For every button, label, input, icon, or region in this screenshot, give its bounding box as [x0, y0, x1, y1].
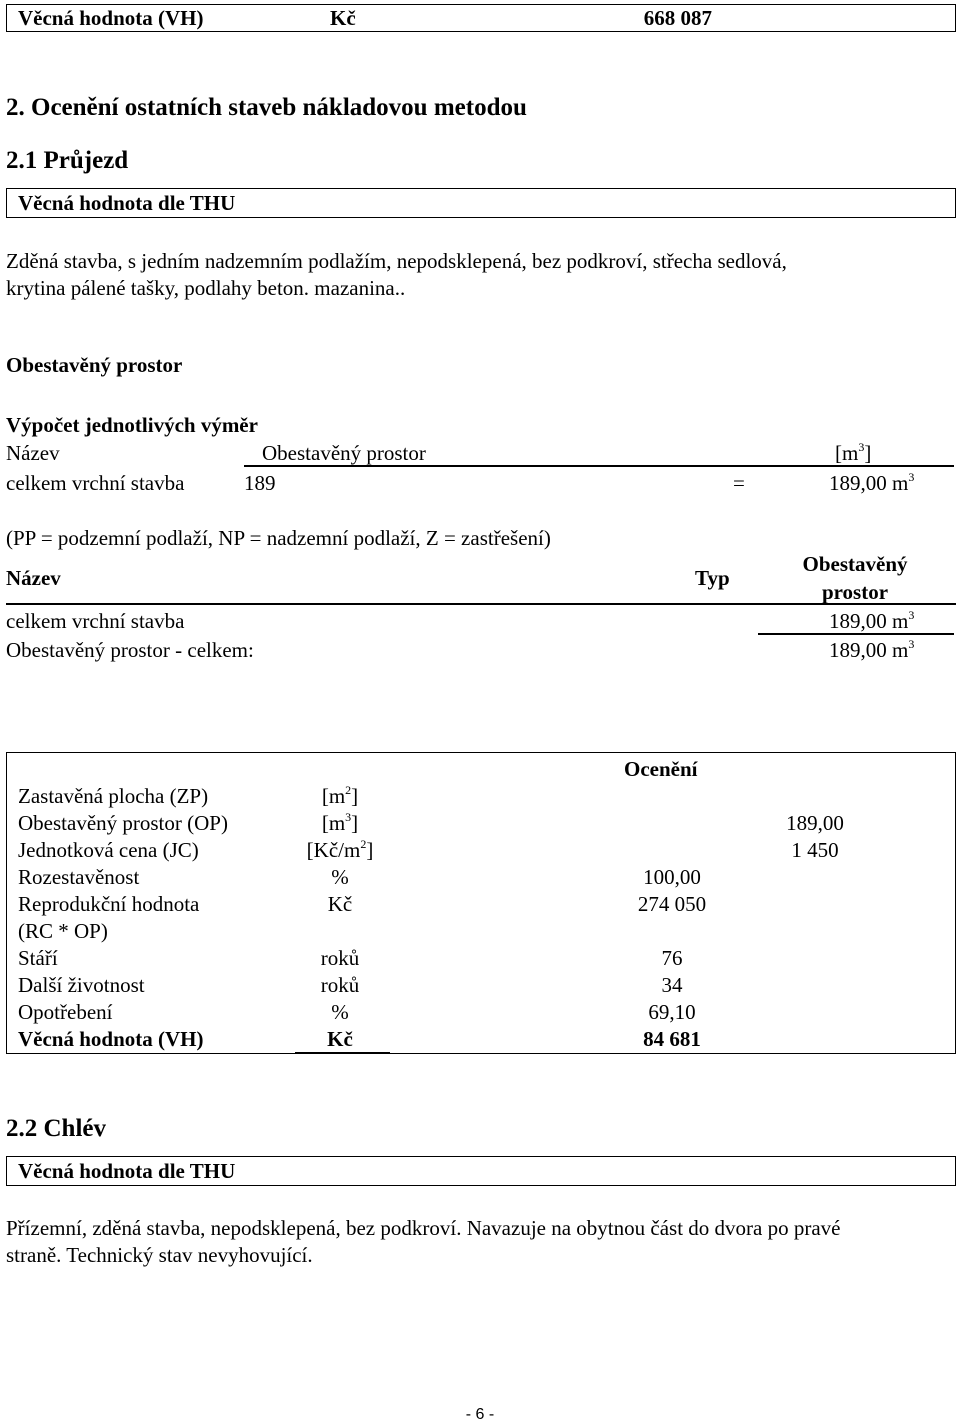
summary-row-nazev: celkem vrchní stavba — [6, 609, 185, 633]
valuation-row-col1: 274 050 — [637, 892, 707, 916]
summary-header-obestaveny-1: Obestavěný — [802, 552, 908, 576]
valuation-row-col1: 34 — [661, 973, 683, 997]
top-unit-underline — [295, 31, 390, 32]
legend-text: (PP = podzemní podlaží, NP = nadzemní podlaží, Z = zastřešení) — [6, 526, 551, 550]
calc-header-unit: $[m^3]$ — [835, 440, 872, 465]
valuation-total-value: 84 681 — [643, 1027, 701, 1051]
valuation-total-unit: Kč — [327, 1027, 353, 1051]
sub1-title: 2.1 Průjezd — [6, 147, 129, 174]
valuation-row-col1: 69,10 — [648, 1000, 696, 1024]
valuation-row-label: Rozestavěnost — [18, 865, 140, 889]
valuation-row-unit: roků — [320, 973, 360, 997]
top-value-label: Věcná hodnota (VH) — [18, 6, 204, 30]
calc-header-rule — [244, 465, 954, 467]
summary-row-value: 189,00 $m^3$ — [829, 608, 915, 633]
valuation-row-label: Stáří — [18, 946, 58, 970]
valuation-row-label: (RC * OP) — [18, 919, 108, 943]
valuation-row-label: Opotřebení — [18, 1000, 113, 1024]
sub2-description-line2: straně. Technický stav nevyhovující. — [6, 1243, 313, 1267]
valuation-row-col1: 76 — [661, 946, 683, 970]
summary-header-obestaveny-2: prostor — [821, 580, 889, 604]
sub1-thu-label: Věcná hodnota dle THU — [18, 191, 236, 215]
summary-row-rule — [758, 633, 954, 635]
valuation-row-label: Jednotková cena (JC) — [18, 838, 199, 862]
valuation-row-unit: $[m^3]$ — [321, 810, 359, 835]
summary-total-nazev: Obestavěný prostor - celkem: — [6, 638, 254, 662]
valuation-total-label: Věcná hodnota (VH) — [18, 1027, 204, 1051]
sub1-description-line2: krytina pálené tašky, podlahy beton. mazanina.. — [6, 276, 406, 300]
valuation-header: Ocenění — [624, 757, 698, 781]
vypocet-heading: Výpočet jednotlivých výměr — [6, 413, 258, 437]
summary-header-nazev: Název — [6, 566, 61, 590]
valuation-row-unit: % — [331, 1000, 349, 1024]
valuation-row-col2: 1 450 — [791, 838, 839, 862]
valuation-row-label: Další životnost — [18, 973, 145, 997]
calc-row-value: 189,00 $m^3$ — [829, 470, 915, 495]
valuation-row-unit: $[m^2]$ — [321, 783, 359, 808]
sub1-description-line1: Zděná stavba, s jedním nadzemním podlažím, nepodsklepená, bez podkroví, střecha sedlová, — [6, 249, 787, 273]
sub2-thu-label: Věcná hodnota dle THU — [18, 1159, 236, 1183]
sub2-title: 2.2 Chlév — [6, 1115, 106, 1142]
valuation-total-unit-underline — [295, 1052, 390, 1053]
summary-total-value: 189,00 $m^3$ — [829, 637, 915, 662]
valuation-row-unit: roků — [320, 946, 360, 970]
top-value-amount: 668 087 — [643, 6, 712, 30]
valuation-row-unit: Kč — [327, 892, 353, 916]
sub2-description-line1: Přízemní, zděná stavba, nepodsklepená, bez podkroví. Navazuje na obytnou část do dvora po pravé — [6, 1216, 841, 1240]
section-title: 2. Ocenění ostatních staveb nákladovou metodou — [6, 94, 527, 121]
valuation-row-unit: $[Kč/m^2]$ — [306, 837, 374, 862]
page-number: - 6 - — [465, 1406, 495, 1423]
calc-row-eq: = — [733, 471, 745, 495]
valuation-row-label: Reprodukční hodnota — [18, 892, 200, 916]
valuation-row-label: Zastavěná plocha (ZP) — [18, 784, 209, 808]
calc-row-nazev: celkem vrchní stavba — [6, 471, 185, 495]
calc-header-nazev: Název — [6, 441, 60, 465]
valuation-row-label: Obestavěný prostor (OP) — [18, 811, 228, 835]
obestaveny-heading: Obestavěný prostor — [6, 353, 183, 377]
valuation-row-col1: 100,00 — [643, 865, 701, 889]
summary-header-rule — [6, 603, 956, 605]
calc-header-obestaveny: Obestavěný prostor — [262, 441, 426, 465]
summary-header-typ: Typ — [695, 566, 730, 590]
top-value-unit: Kč — [330, 6, 356, 30]
valuation-row-col2: 189,00 — [786, 811, 844, 835]
valuation-row-unit: % — [331, 865, 349, 889]
calc-row-formula: 189 — [244, 471, 276, 495]
